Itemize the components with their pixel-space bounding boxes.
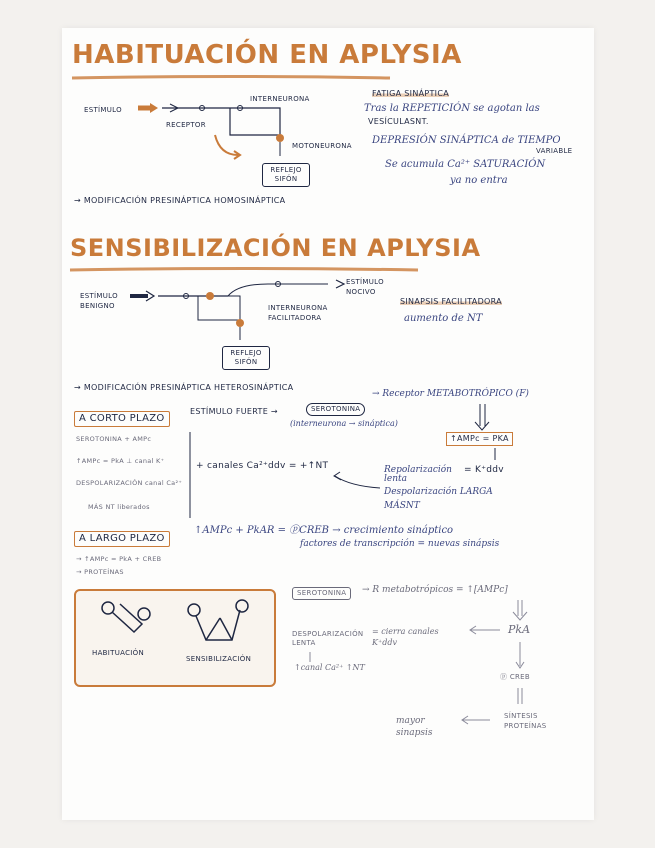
habituacion-modificacion: → MODIFICACIÓN PRESINÁPTICA HOMOSINÁPTICA bbox=[74, 196, 286, 205]
esquema-canal-ca: ↑canal Ca²⁺ ↑NT bbox=[294, 663, 365, 672]
corto-masnt: MÁSNT bbox=[384, 501, 420, 511]
note-sinapsis-facilitadora: SINAPSIS FACILITADORA bbox=[400, 297, 502, 306]
corto-serotonina-box: SEROTONINA bbox=[306, 403, 365, 416]
section-title-habituacion: HABITUACIÓN EN APLYSIA bbox=[72, 40, 462, 70]
corto-left-line-4: MÁS NT liberados bbox=[88, 503, 150, 511]
label-motoneurona: MOTONEURONA bbox=[292, 142, 352, 150]
esquema-sintesis: SÍNTESIS PROTEÍNAS bbox=[504, 712, 547, 730]
note-se-acumula: Se acumula Ca²⁺ SATURACIÓN bbox=[385, 159, 546, 170]
corto-left-line-2: ↑AMPc = PkA ⊥ canal K⁺ bbox=[76, 457, 165, 465]
sensibilizacion-modificacion: → MODIFICACIÓN PRESINÁPTICA HETEROSINÁPTICA bbox=[74, 383, 294, 392]
title-underline bbox=[72, 74, 392, 82]
note-variable: VARIABLE bbox=[536, 147, 573, 155]
label-estimulo-benigno: ESTÍMULO BENIGNO bbox=[80, 292, 118, 310]
note-aumento-nt: aumento de NT bbox=[404, 313, 483, 324]
title-underline-2 bbox=[70, 266, 420, 274]
label-interneurona: INTERNEURONA bbox=[250, 95, 310, 103]
corto-arrows bbox=[330, 396, 530, 516]
corto-despolarizacion: Despolarización LARGA bbox=[384, 487, 493, 497]
figure-label-habituacion: HABITUACIÓN bbox=[92, 649, 144, 657]
note-ya-no-entra: ya no entra bbox=[450, 175, 508, 186]
corto-interneurona-sinaptica: (interneurona → sináptica) bbox=[290, 419, 398, 428]
corto-estimulo-fuerte: ESTÍMULO FUERTE → bbox=[190, 407, 278, 416]
largo-line-2: → PROTEÍNAS bbox=[76, 568, 124, 576]
sensibilizacion-synapse-icon bbox=[182, 596, 262, 651]
corto-ampc-pka: ↑AMPc = PKA bbox=[446, 432, 513, 446]
label-receptor: RECEPTOR bbox=[166, 121, 206, 129]
corto-left-line-1: SEROTONINA + AMPc bbox=[76, 435, 152, 443]
esquema-pka: PkA bbox=[508, 623, 531, 636]
largo-factores: factores de transcripción = nuevas sinápsis bbox=[300, 539, 500, 549]
largo-line-1: → ↑AMPc = PkA + CREB bbox=[76, 555, 162, 563]
label-largo-plazo: A LARGO PLAZO bbox=[74, 531, 170, 547]
esquema-despolarizacion: DESPOLARIZACIÓN LENTA bbox=[292, 630, 364, 648]
sensibilizacion-circuit-diagram bbox=[128, 282, 348, 342]
largo-formula: ↑AMPc + PkAR = ⓟCREB → crecimiento sináptico bbox=[194, 525, 454, 536]
section-title-sensibilizacion: SENSIBILIZACIÓN EN APLYSIA bbox=[70, 234, 481, 262]
esquema-mayor: mayor sinapsis bbox=[396, 716, 433, 738]
esquema-creb: ⓟ CREB bbox=[500, 673, 531, 681]
esquema-serotonina-box: SEROTONINA bbox=[292, 587, 351, 600]
note-depresion: DEPRESIÓN SINÁPTICA de TIEMPO bbox=[372, 135, 561, 146]
reflejo-sifon-box-2: REFLEJO SIFÓN bbox=[222, 346, 270, 370]
note-vesiculas: VESÍCULASNT. bbox=[368, 117, 429, 126]
reflejo-sifon-box: REFLEJO SIFÓN bbox=[262, 163, 310, 187]
habituacion-synapse-icon bbox=[96, 596, 166, 646]
corto-repolarizacion: Repolarización lenta bbox=[384, 465, 452, 484]
habituacion-circuit-diagram bbox=[130, 100, 300, 170]
label-interneurona-facilitadora: INTERNEURONA FACILITADORA bbox=[268, 304, 328, 322]
esquema-cierra: = cierra canales K⁺ddv bbox=[372, 627, 439, 648]
corto-left-line-3: DESPOLARIZACIÓN canal Ca²⁺ bbox=[76, 479, 183, 487]
corto-receptor: → Receptor METABOTRÓPICO (F) bbox=[372, 389, 529, 399]
label-estimulo-nocivo: ESTÍMULO NOCIVO bbox=[346, 278, 384, 296]
corto-canales: + canales Ca²⁺ddv = +↑NT bbox=[196, 461, 329, 471]
figure-label-sensibilizacion: SENSIBILIZACIÓN bbox=[186, 655, 252, 663]
esquema-rmetabotropicos: → R metabotrópicos = ↑[AMPc] bbox=[362, 585, 508, 595]
label-corto-plazo: A CORTO PLAZO bbox=[74, 411, 170, 427]
label-estimulo: ESTÍMULO bbox=[84, 106, 122, 114]
corto-kddv: = K⁺ddv bbox=[464, 465, 504, 475]
corto-bracket bbox=[188, 432, 198, 518]
esquema-arrows bbox=[290, 596, 550, 736]
note-tras-la: Tras la REPETICIÓN se agotan las bbox=[364, 103, 540, 114]
note-fatiga: FATIGA SINÁPTICA bbox=[372, 89, 450, 98]
